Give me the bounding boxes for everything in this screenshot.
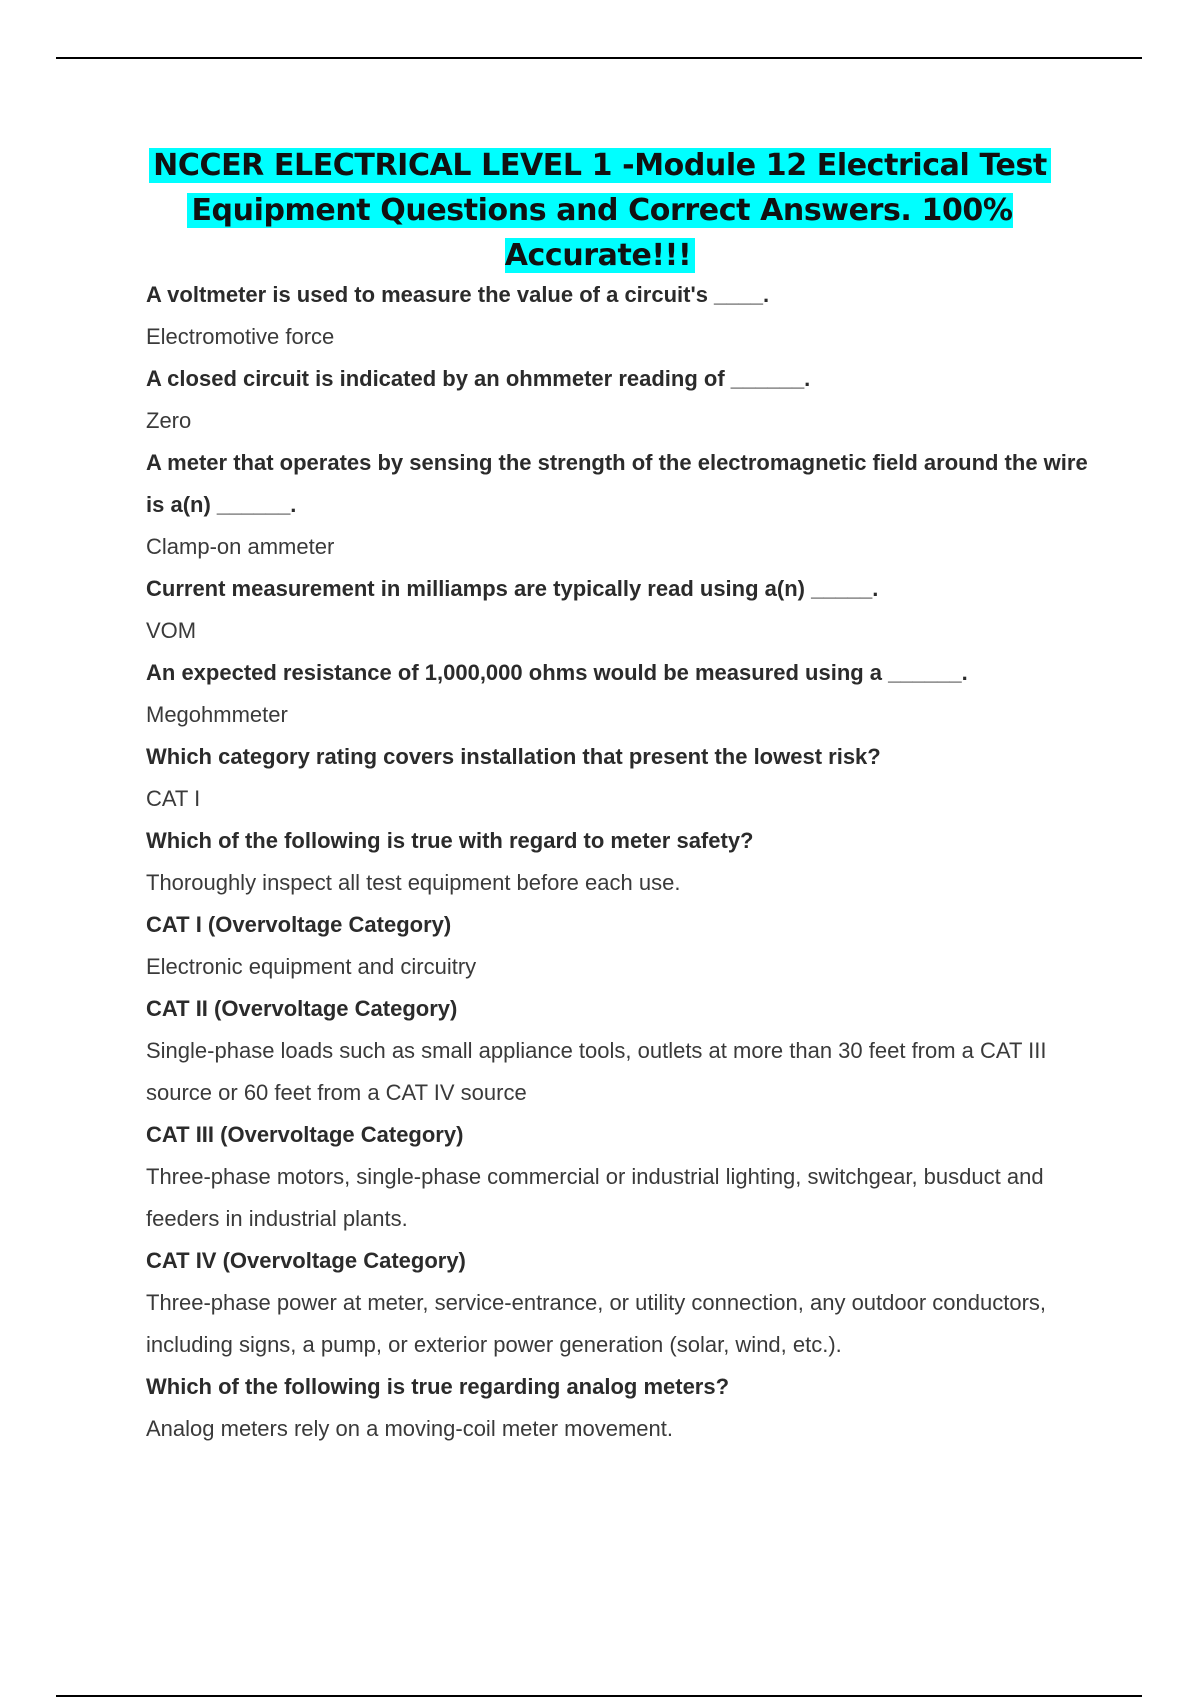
- answer: CAT I: [146, 786, 201, 811]
- footer-rule: [56, 1695, 1142, 1697]
- question: A closed circuit is indicated by an ohmmeter reading of ______.: [146, 366, 811, 391]
- answer: Clamp-on ammeter: [146, 534, 335, 559]
- answer: VOM: [146, 618, 197, 643]
- answer: Electronic equipment and circuitry: [146, 954, 477, 979]
- title-line-2: Equipment Questions and Correct Answers. 100% Accurate!!!: [187, 193, 1012, 273]
- question: Which category rating covers installation that present the lowest risk?: [146, 744, 881, 769]
- qa-list: [146, 274, 1096, 1450]
- question: CAT IV (Overvoltage Category): [146, 1248, 466, 1273]
- answer: Single-phase loads such as small appliance tools, outlets at more than 30 feet from a CAT III source or 60 feet from a CAT IV source: [146, 1038, 1047, 1105]
- answer: Zero: [146, 408, 192, 433]
- question: CAT I (Overvoltage Category): [146, 912, 452, 937]
- question: CAT III (Overvoltage Category): [146, 1122, 464, 1147]
- question: A voltmeter is used to measure the value of a circuit's ____.: [146, 282, 770, 307]
- answer: Analog meters rely on a moving-coil meter movement.: [146, 1416, 673, 1441]
- header-rule: [56, 57, 1142, 59]
- answer: Three-phase power at meter, service-entrance, or utility connection, any outdoor conductors, including signs, a pump, or exterior power generation (solar, wind, etc.).: [146, 1290, 1047, 1357]
- answer: Thoroughly inspect all test equipment before each use.: [146, 870, 681, 895]
- answer: Electromotive force: [146, 324, 335, 349]
- question: A meter that operates by sensing the strength of the electromagnetic field around the wire is a(n) ______.: [146, 450, 1088, 517]
- question: Which of the following is true with regard to meter safety?: [146, 828, 754, 853]
- title-line-1: NCCER ELECTRICAL LEVEL 1 -Module 12 Electrical Test: [149, 148, 1051, 183]
- question: CAT II (Overvoltage Category): [146, 996, 458, 1021]
- question: Current measurement in milliamps are typically read using a(n) _____.: [146, 576, 879, 601]
- answer: Megohmmeter: [146, 702, 288, 727]
- answer: Three-phase motors, single-phase commercial or industrial lighting, switchgear, busduct and feeders in industrial plants.: [146, 1164, 1044, 1231]
- question: An expected resistance of 1,000,000 ohms would be measured using a ______.: [146, 660, 968, 685]
- question: Which of the following is true regarding analog meters?: [146, 1374, 730, 1399]
- document-title: [100, 143, 1100, 278]
